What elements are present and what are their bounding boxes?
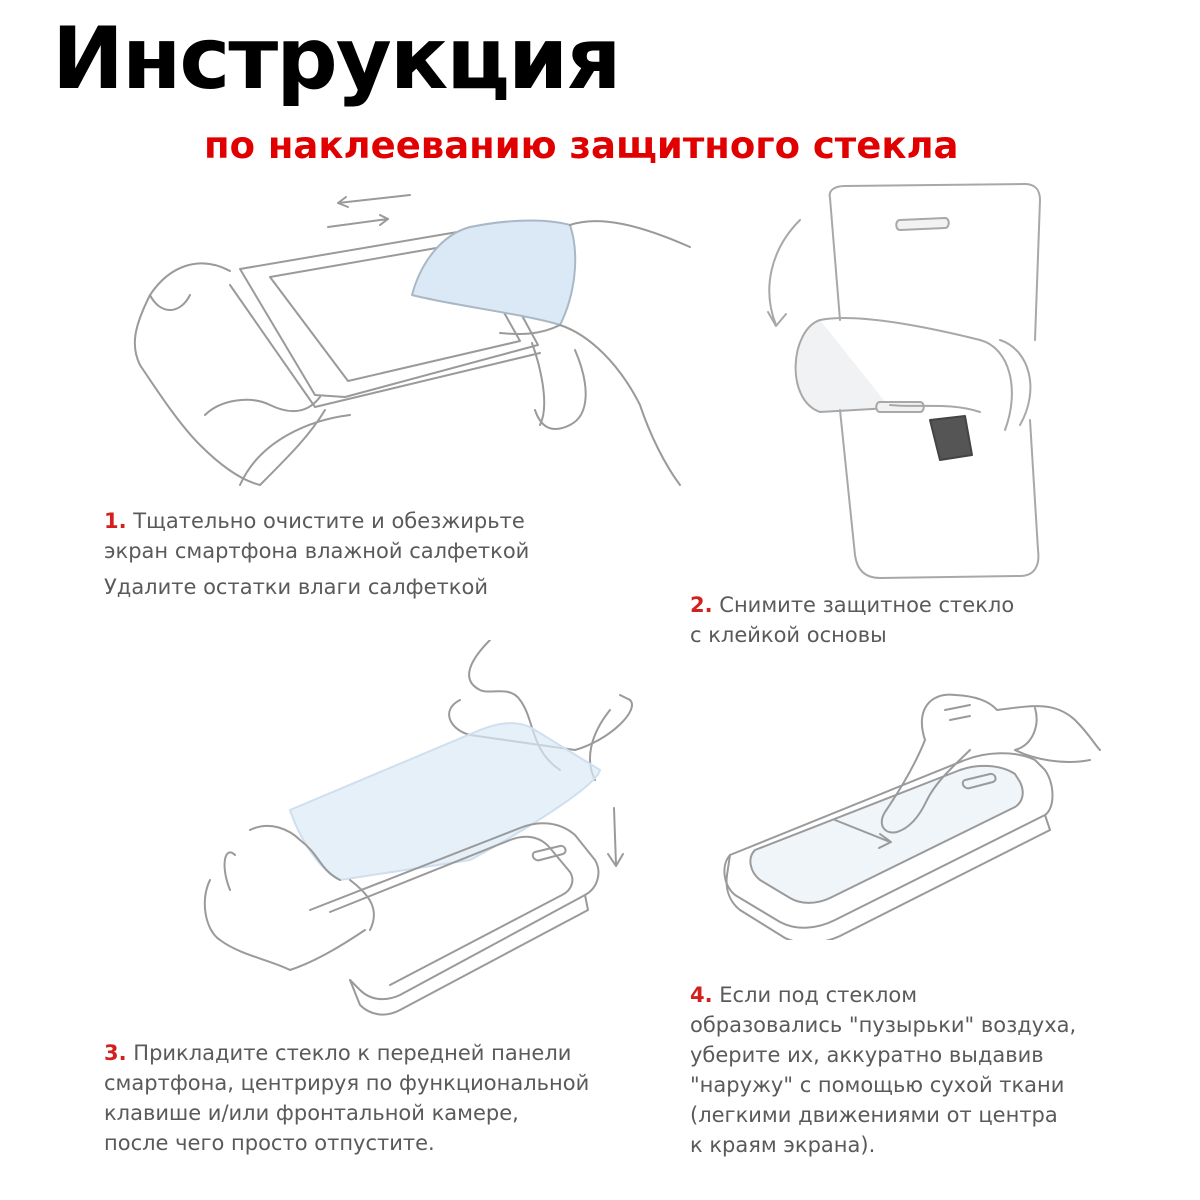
placing-glass-illustration xyxy=(190,640,650,1025)
step-4-line-4: "наружу" с помощью сухой ткани xyxy=(690,1073,1065,1097)
peeling-backing-illustration xyxy=(740,180,1070,585)
step-3-line-3: клавише и/или фронтальной камере, xyxy=(104,1101,519,1125)
step-4-line-6: к краям экрана). xyxy=(690,1133,876,1157)
step-1-line-2: экран смартфона влажной салфеткой xyxy=(104,539,530,563)
step-4-line-3: уберите их, аккуратно выдавив xyxy=(690,1043,1044,1067)
page-subtitle: по наклееванию защитного стекла xyxy=(204,124,959,167)
step-2-line-2: с клейкой основы xyxy=(690,623,887,647)
step-1-line-3: Удалите остатки влаги салфеткой xyxy=(104,575,488,599)
step-1-text xyxy=(104,506,529,602)
pressing-bubbles-illustration xyxy=(715,690,1110,940)
page-title: Инструкция xyxy=(52,9,620,109)
step-3-line-2: смартфона, центрируя по функциональной xyxy=(104,1071,590,1095)
step-2-number: 2. xyxy=(690,593,713,617)
step-3-text xyxy=(104,1038,589,1158)
step-1-line-1: Тщательно очистите и обезжирьте xyxy=(133,509,525,533)
step-4-line-5: (легкими движениями от центра xyxy=(690,1103,1058,1127)
step-4-line-1: Если под стеклом xyxy=(719,983,918,1007)
down-arrow-icon xyxy=(608,808,623,866)
step-2-text xyxy=(690,590,1014,650)
hands-wiping-screen-illustration xyxy=(120,185,700,495)
step-4-text xyxy=(690,980,1076,1160)
step-3-line-4: после чего просто отпустите. xyxy=(104,1131,435,1155)
step-1-number: 1. xyxy=(104,509,127,533)
swipe-arrows-icon xyxy=(328,195,410,227)
step-2-line-1: Снимите защитное стекло xyxy=(719,593,1015,617)
step-3-number: 3. xyxy=(104,1041,127,1065)
step-4-line-2: образовались "пузырьки" воздуха, xyxy=(690,1013,1077,1037)
rotate-arrow-icon xyxy=(768,220,800,326)
step-3-line-1: Приклaдите стекло к передней панели xyxy=(133,1041,572,1065)
step-4-number: 4. xyxy=(690,983,713,1007)
